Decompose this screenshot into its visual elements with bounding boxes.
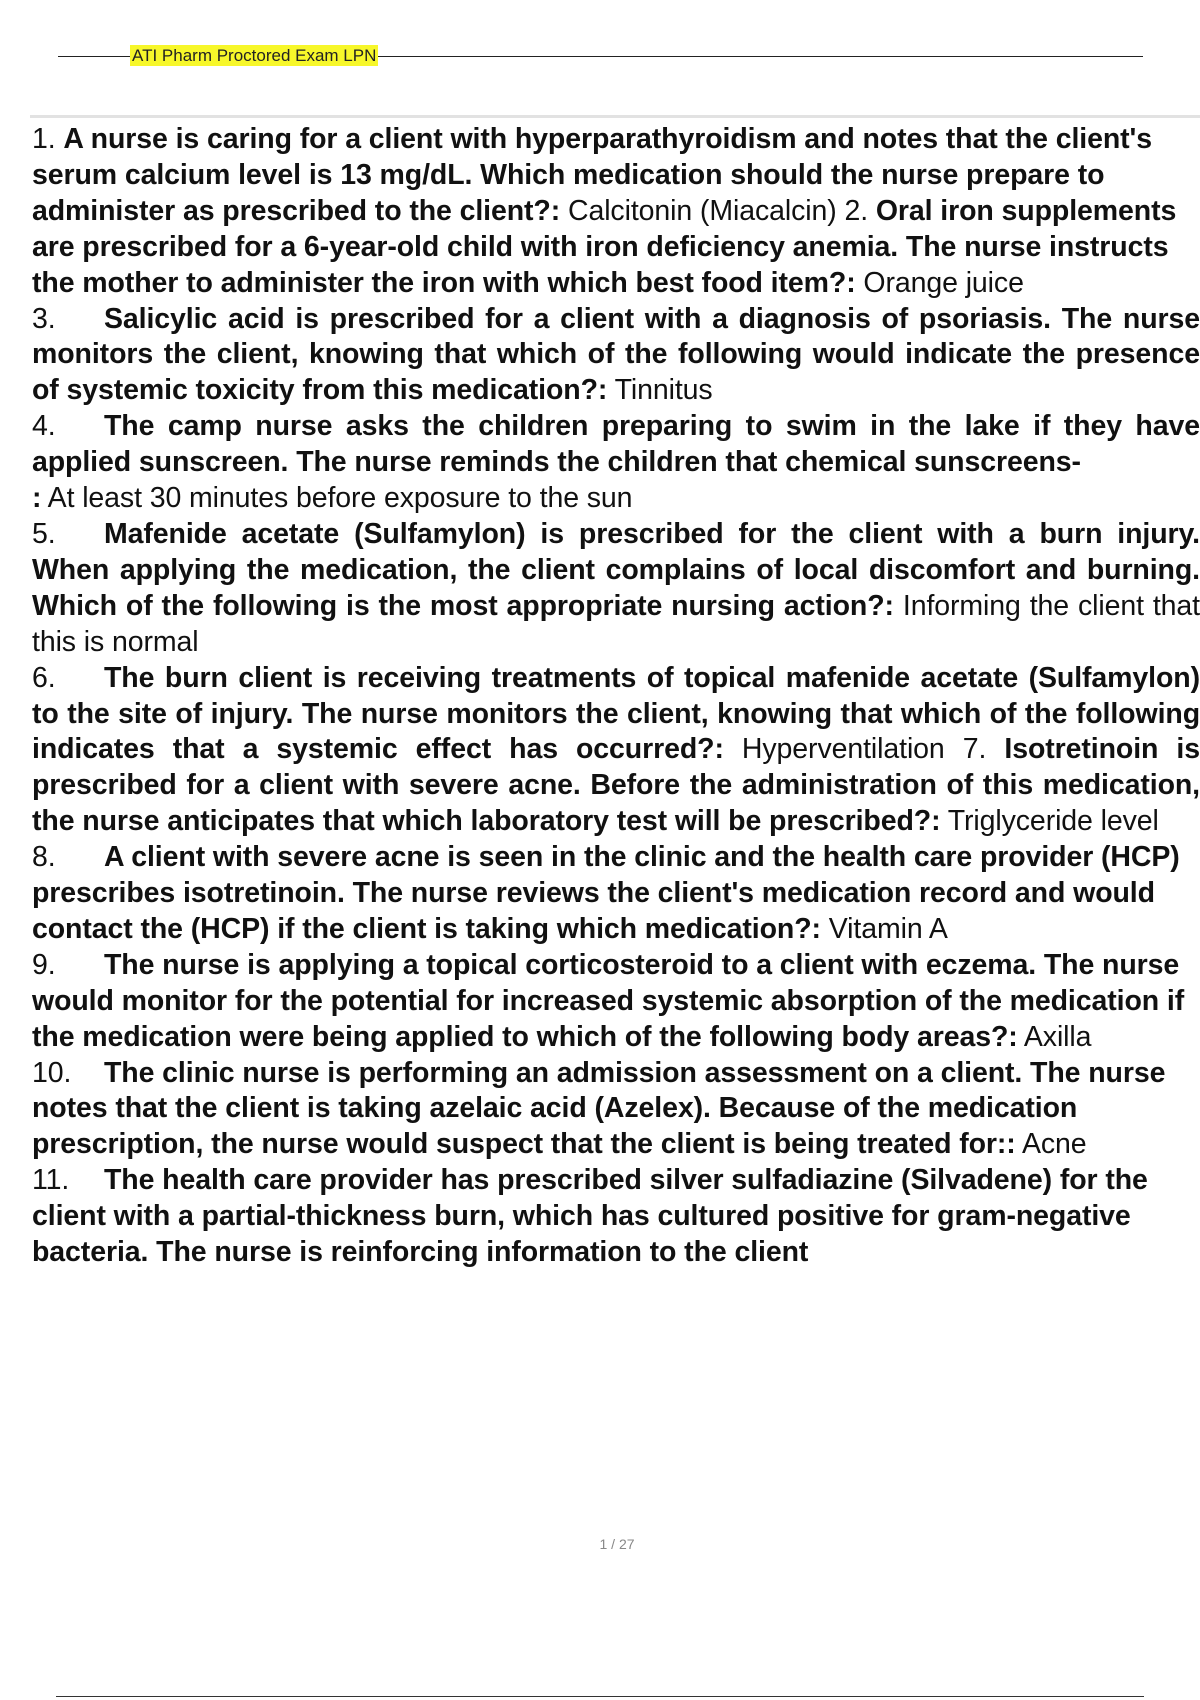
answer-text: Hyperventilation xyxy=(741,733,945,766)
answer-text: Vitamin A xyxy=(828,912,948,945)
page-header xyxy=(58,44,1143,68)
question-block-3 xyxy=(32,302,1200,410)
question-block-8 xyxy=(32,840,1200,948)
answer-text: Calcitonin (Miacalcin) xyxy=(567,194,837,227)
content-top-rule xyxy=(30,115,1200,118)
question-text: The camp nurse asks the children preparing to swim in the lake if they have applied sunscreen. The nurse reminds the children that chemical sunscreens- xyxy=(32,410,1200,479)
question-number: 1. xyxy=(32,123,56,155)
answer-line-4 xyxy=(32,481,1200,517)
answer-text: Orange juice xyxy=(863,266,1024,299)
question-text: The health care provider has prescribed silver sulfadiazine (Silvadene) for the client with a partial-thickness burn, which has cultured positive for gram-negative bacteria. The nurse is reinforcing information to the client xyxy=(32,1164,1148,1269)
question-text: The burn client is receiving treatments of topical mafenide acetate (Sulfamylon) to the site of injury. The nurse monitors the client, knowing that which of the following indicates that a systemic effect has occurred?: xyxy=(32,661,1200,766)
answer-text: Triglyceride level xyxy=(947,805,1159,838)
question-block-11 xyxy=(32,1163,1200,1271)
question-number: 6. xyxy=(32,661,56,694)
question-number: 5. xyxy=(32,517,56,550)
question-number: 9. xyxy=(32,948,56,981)
question-number: 4. xyxy=(32,410,56,443)
question-number: 10. xyxy=(32,1056,72,1089)
page-indicator: 1 / 27 xyxy=(599,1536,635,1552)
question-block-9 xyxy=(32,948,1200,1056)
question-number: 3. xyxy=(32,302,56,335)
question-text: A client with severe acne is seen in the clinic and the health care provider (HCP) prescribes isotretinoin. The nurse reviews the client's medication record and would contact the (HCP) if the client is taking which medication?: xyxy=(32,841,1180,945)
answer-separator: : xyxy=(32,482,42,515)
question-text: Mafenide acetate (Sulfamylon) is prescribed for the client with a burn injury. When applying the medication, the client complains of local discomfort and burning. Which of the following is the most appropriate nursing action?: xyxy=(32,517,1200,622)
answer-text: Acne xyxy=(1021,1128,1087,1161)
answer-text: Tinnitus xyxy=(614,374,713,407)
question-text: Salicylic acid is prescribed for a client with a diagnosis of psoriasis. The nurse monitors the client, knowing that which of the following would indicate the presence of systemic toxicity from this medication?: xyxy=(32,302,1200,407)
bottom-rule xyxy=(56,1696,1144,1697)
question-block-10 xyxy=(32,1056,1200,1164)
answer-text: Axilla xyxy=(1023,1020,1092,1053)
question-number: 2. xyxy=(844,194,869,227)
question-text: Oral iron supplements are prescribed for a 6-year-old child with iron deficiency anemia. The nurse instructs the mother to administer the iron with which best food item?: xyxy=(32,194,1177,299)
question-text: A nurse is caring for a client with hyperparathyroidism and notes that the client's serum calcium level is 13 mg/dL. Which medication should the nurse prepare to administer as prescribed to the client?: xyxy=(32,123,1152,227)
question-text: Isotretinoin is prescribed for a client with severe acne. Before the administration of this medication, the nurse anticipates that which laboratory test will be prescribed?: xyxy=(32,733,1200,838)
question-number: 8. xyxy=(32,841,56,874)
question-block-5 xyxy=(32,517,1200,661)
question-text: The nurse is applying a topical corticosteroid to a client with eczema. The nurse would monitor for the potential for increased systemic absorption of the medication if the medication were being applied to which of the following body areas?: xyxy=(32,948,1185,1053)
answer-text: At least 30 minutes before exposure to the sun xyxy=(47,482,633,515)
question-text: The clinic nurse is performing an admission assessment on a client. The nurse notes that the client is taking azelaic acid (Azelex). Because of the medication prescription, the nurse would suspect that the client is being treated for:: xyxy=(32,1056,1166,1161)
document-body xyxy=(32,122,1200,1271)
question-number: 11. xyxy=(32,1164,70,1197)
answer-text: Informing the client that this is normal xyxy=(32,589,1200,658)
document-title: ATI Pharm Proctored Exam LPN xyxy=(132,46,377,65)
question-number: 7. xyxy=(962,733,987,766)
question-block-6-7 xyxy=(32,661,1200,841)
question-block-1-2 xyxy=(32,122,1200,302)
question-block-4 xyxy=(32,409,1200,481)
